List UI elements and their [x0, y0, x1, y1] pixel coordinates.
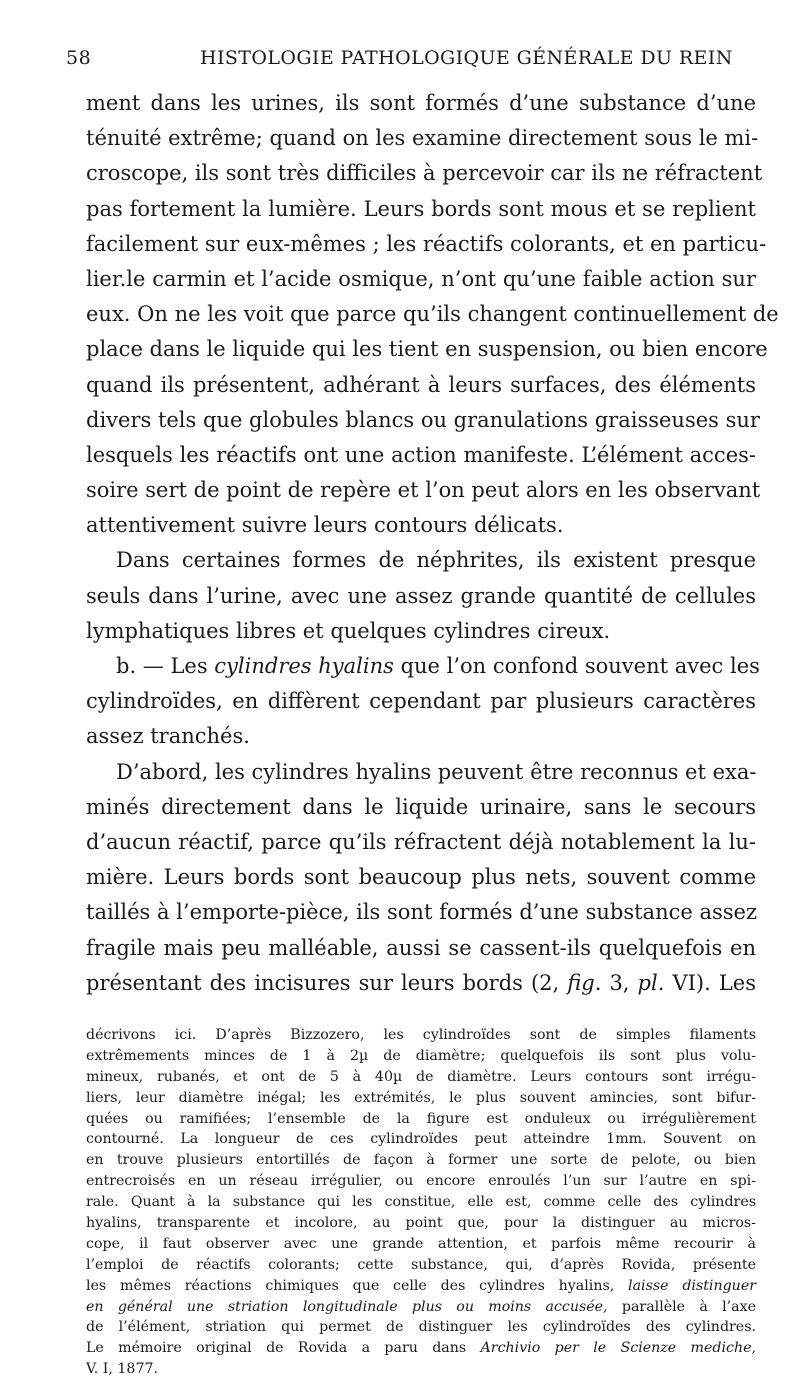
text-line: Dans certaines formes de néphrites, ils existent presque	[116, 548, 756, 573]
footnote-line	[86, 1338, 756, 1359]
text-line	[86, 649, 760, 684]
text-fragment: VI). Les	[664, 970, 756, 995]
text-line: cylindroïdes, en diffèrent cependant par plusieurs caractères	[86, 689, 756, 714]
text-line: place dans le liquide qui les tient en suspension, ou bien encore	[86, 337, 768, 362]
footnote-line: de l’élément, striation qui permet de distinguer les cylindroïdes des cylindres.	[86, 1319, 756, 1336]
paragraph-2	[86, 543, 756, 649]
footnote-line: en trouve plusieurs entortillés de façon à former une sorte de pelote, ou bien	[86, 1152, 756, 1169]
figure-reference: fig.	[567, 970, 602, 995]
footnote-line	[86, 1276, 756, 1297]
footnote-line: hyalins, transparente et incolore, au point que, pour la distinguer au micros-	[86, 1215, 756, 1232]
text-line: ment dans les urines, ils sont formés d’une substance d’une	[86, 91, 756, 115]
footnote-line: V. I, 1877.	[86, 1361, 159, 1378]
text-line: lymphatiques libres et quelques cylindres cireux.	[86, 618, 611, 643]
text-line: mière. Leurs bords sont beaucoup plus nets, souvent comme	[86, 865, 756, 890]
running-title: HISTOLOGIE PATHOLOGIQUE GÉNÉRALE DU REIN	[200, 47, 733, 69]
journal-title: Archivio per le Scienze mediche,	[480, 1340, 756, 1357]
text-line: quand ils présentent, adhérant à leurs surfaces, des éléments	[86, 372, 756, 397]
text-fragment: 3,	[601, 970, 638, 995]
text-line: seuls dans l’urine, avec une assez grande quantité de cellules	[86, 583, 756, 608]
text-line: fragile mais peu malléable, aussi se cassent-ils quelquefois en	[86, 935, 756, 960]
page-number: 58	[66, 47, 92, 69]
text-fragment: parallèle à l’axe	[607, 1298, 757, 1315]
text-line: facilement sur eux-mêmes ; les réactifs colorants, et en particu-	[86, 231, 767, 256]
footnote-line	[86, 1297, 756, 1318]
running-header	[66, 47, 744, 77]
paragraph-4	[86, 755, 756, 1001]
text-line: croscope, ils sont très difficiles à percevoir car ils ne réfractent	[86, 161, 763, 186]
footnote-line: extrêmements minces de 1 à 2µ de diamètre; quelquefois ils sont plus volu-	[86, 1047, 756, 1064]
paragraph-1	[86, 86, 779, 543]
footnote-line: décrivons ici. D’après Bizzozero, les cylindroïdes sont de simples filaments	[86, 1027, 756, 1043]
footnote-line: l’emploi de réactifs colorants; cette substance, qui, d’après Rovida, présente	[86, 1256, 756, 1273]
text-fragment: les mêmes réactions chimiques que celle des cylindres hyalins,	[86, 1277, 629, 1294]
footnote-line: quées ou ramifiées; l’ensemble de la figure est onduleux ou irrégulièrement	[86, 1110, 756, 1127]
text-line: D’abord, les cylindres hyalins peuvent être reconnus et exa-	[116, 759, 757, 784]
text-line: lesquels les réactifs ont une action manifeste. L’élément acces-	[86, 442, 756, 467]
text-fragment: b. — Les	[116, 654, 215, 678]
footnote-line: cope, il faut observer avec une grande attention, et parfois même recourir à	[86, 1235, 756, 1252]
text-line: ténuité extrême; quand on les examine directement sous le mi-	[86, 126, 759, 151]
italic-quote: laisse distinguer	[628, 1277, 756, 1294]
text-line: eux. On ne les voit que parce qu’ils changent continuellement de	[86, 302, 779, 327]
text-line: divers tels que globules blancs ou granulations graisseuses sur	[86, 407, 760, 432]
text-line: lier.le carmin et l’acide osmique, n’ont qu’une faible action sur	[86, 266, 756, 291]
italic-quote: en général une striation longitudinale plus ou moins accusée,	[86, 1298, 608, 1315]
text-line: soire sert de point de repère et l’on peut alors en les observant	[86, 478, 761, 503]
text-line: assez tranchés.	[86, 724, 250, 749]
text-line: d’aucun réactif, parce qu’ils réfractent déjà notablement la lu-	[86, 829, 756, 854]
paragraph-3	[86, 649, 760, 755]
text-line: pas fortement la lumière. Leurs bords sont mous et se replient	[86, 196, 756, 221]
text-line: minés directement dans le liquide urinaire, sans le secours	[86, 794, 756, 819]
footnote-line: entrecroisés en un réseau irrégulier, ou encore enroulés l’un sur l’autre en spi-	[86, 1173, 756, 1190]
text-fragment: Le mémoire original de Rovida a paru dans	[86, 1340, 481, 1357]
text-fragment: que l’on confond souvent avec les	[393, 654, 760, 678]
text-line	[86, 966, 756, 1001]
text-fragment: présentant des incisures sur leurs bords (2,	[86, 970, 568, 995]
footnote-line: rale. Quant à la substance qui les constitue, elle est, comme celle des cylindres	[86, 1194, 756, 1211]
footnote-line: contourné. La longueur de ces cylindroïdes peut atteindre 1mm. Souvent on	[86, 1131, 756, 1148]
italic-term: cylindres hyalins	[214, 654, 394, 678]
main-text	[86, 86, 779, 1001]
text-line: attentivement suivre leurs contours délicats.	[86, 513, 564, 538]
plate-reference: pl.	[637, 970, 665, 995]
footnote-line: mineux, rubanés, et ont de 5 à 40µ de diamètre. Leurs contours sont irrégu-	[86, 1068, 756, 1085]
footnote-line: liers, leur diamètre inégal; les extrémités, le plus souvent amincies, sont bifur-	[86, 1089, 756, 1106]
text-line: taillés à l’emporte-pièce, ils sont formés d’une substance assez	[86, 900, 758, 925]
